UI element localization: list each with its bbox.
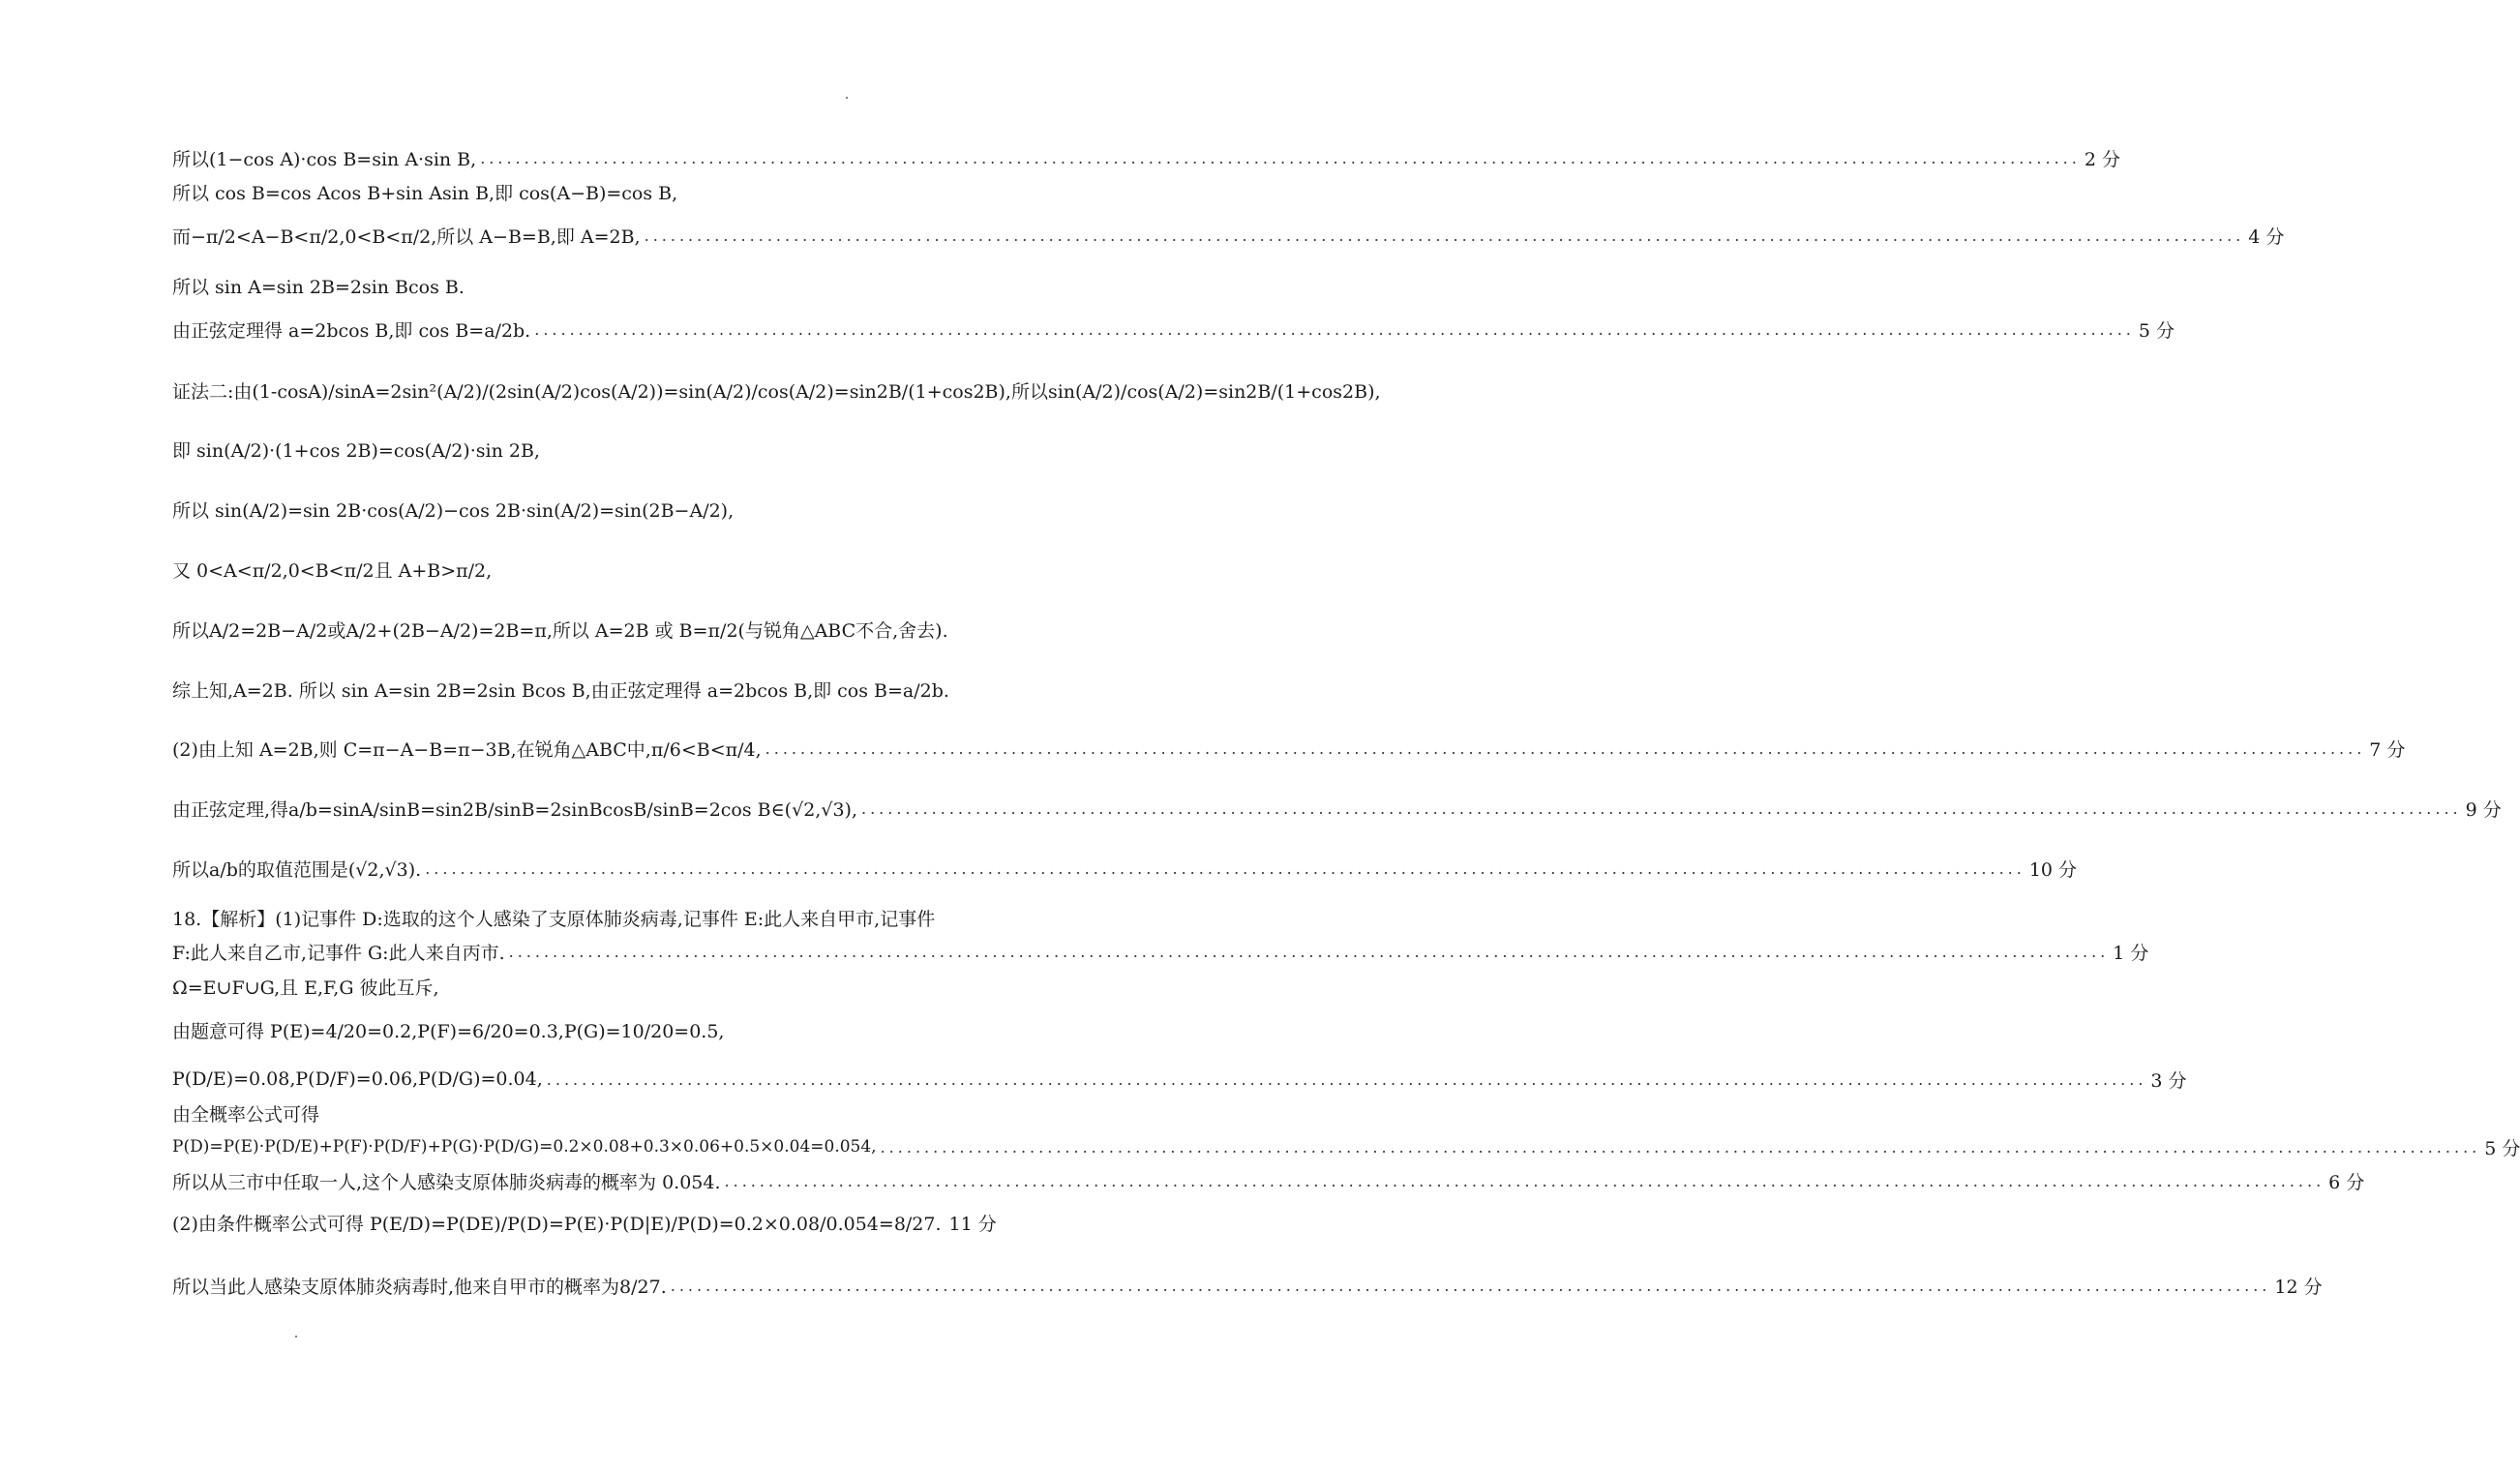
leader-dots — [725, 1172, 2325, 1190]
score-mark: 12 分 — [2274, 1276, 2323, 1298]
line-text: 由正弦定理得 a=2bcos B,即 cos B=a/2b. — [172, 319, 531, 342]
line-text: 又 0<A<π/2,0<B<π/2且 A+B>π/2, — [172, 559, 493, 582]
solution-line — [172, 141, 2120, 174]
score-mark: 11 分 — [948, 1213, 997, 1235]
line-text: (2)由条件概率公式可得 P(E/D)=P(DE)/P(D)=P(E)·P(D|E)/P(D)=0.2×0.08/0.054=8/27. — [172, 1213, 942, 1235]
solution-line — [172, 175, 990, 208]
scan-speck — [295, 1336, 297, 1338]
solution-line — [172, 673, 990, 706]
score-mark: 1 分 — [2113, 942, 2149, 964]
leader-dots — [547, 1070, 2147, 1089]
solution-line — [172, 1269, 2323, 1302]
solution-line — [172, 792, 2502, 825]
solution-line — [172, 493, 990, 526]
solution-line — [172, 852, 2078, 885]
leader-dots — [509, 943, 2110, 961]
line-text: 所以(1−cos A)·cos B=sin A·sin B, — [172, 148, 477, 170]
score-mark: 9 分 — [2465, 798, 2502, 821]
line-text: 所以A/2=2B−A/2或A/2+(2B−A/2)=2B=π,所以 A=2B 或 B=π/2(与锐角△ABC不合,舍去). — [172, 619, 948, 642]
score-mark: 6 分 — [2328, 1171, 2365, 1193]
solution-line — [172, 1130, 2520, 1163]
line-text: 所以从三市中任取一人,这个人感染支原体肺炎病毒的概率为 0.054. — [172, 1171, 721, 1193]
line-text: (2)由上知 A=2B,则 C=π−A−B=π−3B,在锐角△ABC中,π/6<B<π/4, — [172, 738, 762, 761]
score-mark: 7 分 — [2369, 738, 2406, 761]
line-text: 而−π/2<A−B<π/2,0<B<π/2,所以 A−B=B,即 A=2B, — [172, 225, 641, 248]
leader-dots — [534, 320, 2135, 339]
line-text: 综上知,A=2B. 所以 sin A=sin 2B=2sin Bcos B,由正弦定理得 a=2bcos B,即 cos B=a/2b. — [172, 679, 949, 702]
solution-line — [172, 1063, 2187, 1096]
line-text: 即 sin(A/2)·(1+cos 2B)=cos(A/2)·sin 2B, — [172, 439, 540, 462]
line-text: 所以当此人感染支原体肺炎病毒时,他来自甲市的概率为8/27. — [172, 1276, 667, 1298]
line-text: 所以 sin A=sin 2B=2sin Bcos B. — [172, 276, 465, 298]
leader-dots — [645, 226, 2245, 245]
solution-line — [172, 732, 2406, 765]
solution-line — [172, 553, 990, 586]
line-text: 18.【解析】(1)记事件 D:选取的这个人感染了支原体肺炎病毒,记事件 E:此人来自甲市,记事件 — [172, 908, 936, 930]
line-text: 证法二:由(1-cosA)/sinA=2sin²(A/2)/(2sin(A/2)cos(A/2))=sin(A/2)/cos(A/2)=sin2B/(1+cos2B),所以sin(A/2)/cos(A/2)=sin2B/(1+cos2B), — [172, 380, 1381, 403]
solution-line — [172, 1097, 990, 1129]
solution-line — [172, 433, 990, 466]
leader-dots — [861, 799, 2462, 818]
solution-line — [172, 613, 990, 646]
line-text: 由题意可得 P(E)=4/20=0.2,P(F)=6/20=0.3,P(G)=10/20=0.5, — [172, 1020, 725, 1042]
line-text: 所以 cos B=cos Acos B+sin Asin B,即 cos(A−B)=cos B, — [172, 182, 678, 204]
solution-line — [172, 1013, 990, 1046]
score-mark: 10 分 — [2028, 858, 2078, 881]
solution-line — [172, 219, 2285, 252]
line-text: Ω=E∪F∪G,且 E,F,G 彼此互斥, — [172, 977, 439, 999]
solution-line — [172, 901, 990, 934]
leader-dots — [881, 1138, 2481, 1157]
solution-line — [172, 313, 2175, 346]
line-text: 由全概率公式可得 — [172, 1103, 320, 1126]
scan-speck — [846, 97, 848, 99]
line-text: 所以 sin(A/2)=sin 2B·cos(A/2)−cos 2B·sin(A/2)=sin(2B−A/2), — [172, 499, 735, 522]
solution-line — [172, 374, 1381, 406]
solution-line — [172, 935, 2149, 968]
score-mark: 3 分 — [2150, 1069, 2187, 1092]
leader-dots — [480, 149, 2081, 167]
line-text: P(D/E)=0.08,P(D/F)=0.06,P(D/G)=0.04, — [172, 1068, 543, 1090]
solution-line — [172, 1206, 997, 1239]
line-text: 所以a/b的取值范围是(√2,√3). — [172, 858, 422, 881]
line-text: P(D)=P(E)·P(D/E)+P(F)·P(D/F)+P(G)·P(D/G)=0.2×0.08+0.3×0.06+0.5×0.04=0.054, — [172, 1137, 877, 1157]
score-mark: 4 分 — [2248, 225, 2285, 248]
solution-line — [172, 1164, 2365, 1197]
leader-dots — [671, 1277, 2271, 1295]
solution-line — [172, 269, 990, 302]
score-mark: 5 分 — [2138, 319, 2175, 342]
solution-line — [172, 970, 990, 1003]
score-mark: 5 分 — [2484, 1137, 2520, 1159]
line-text: F:此人来自乙市,记事件 G:此人来自丙市. — [172, 942, 505, 964]
leader-dots — [425, 859, 2025, 878]
leader-dots — [765, 739, 2366, 758]
line-text: 由正弦定理,得a/b=sinA/sinB=sin2B/sinB=2sinBcosB/sinB=2cos B∈(√2,√3), — [172, 798, 857, 821]
score-mark: 2 分 — [2084, 148, 2120, 170]
